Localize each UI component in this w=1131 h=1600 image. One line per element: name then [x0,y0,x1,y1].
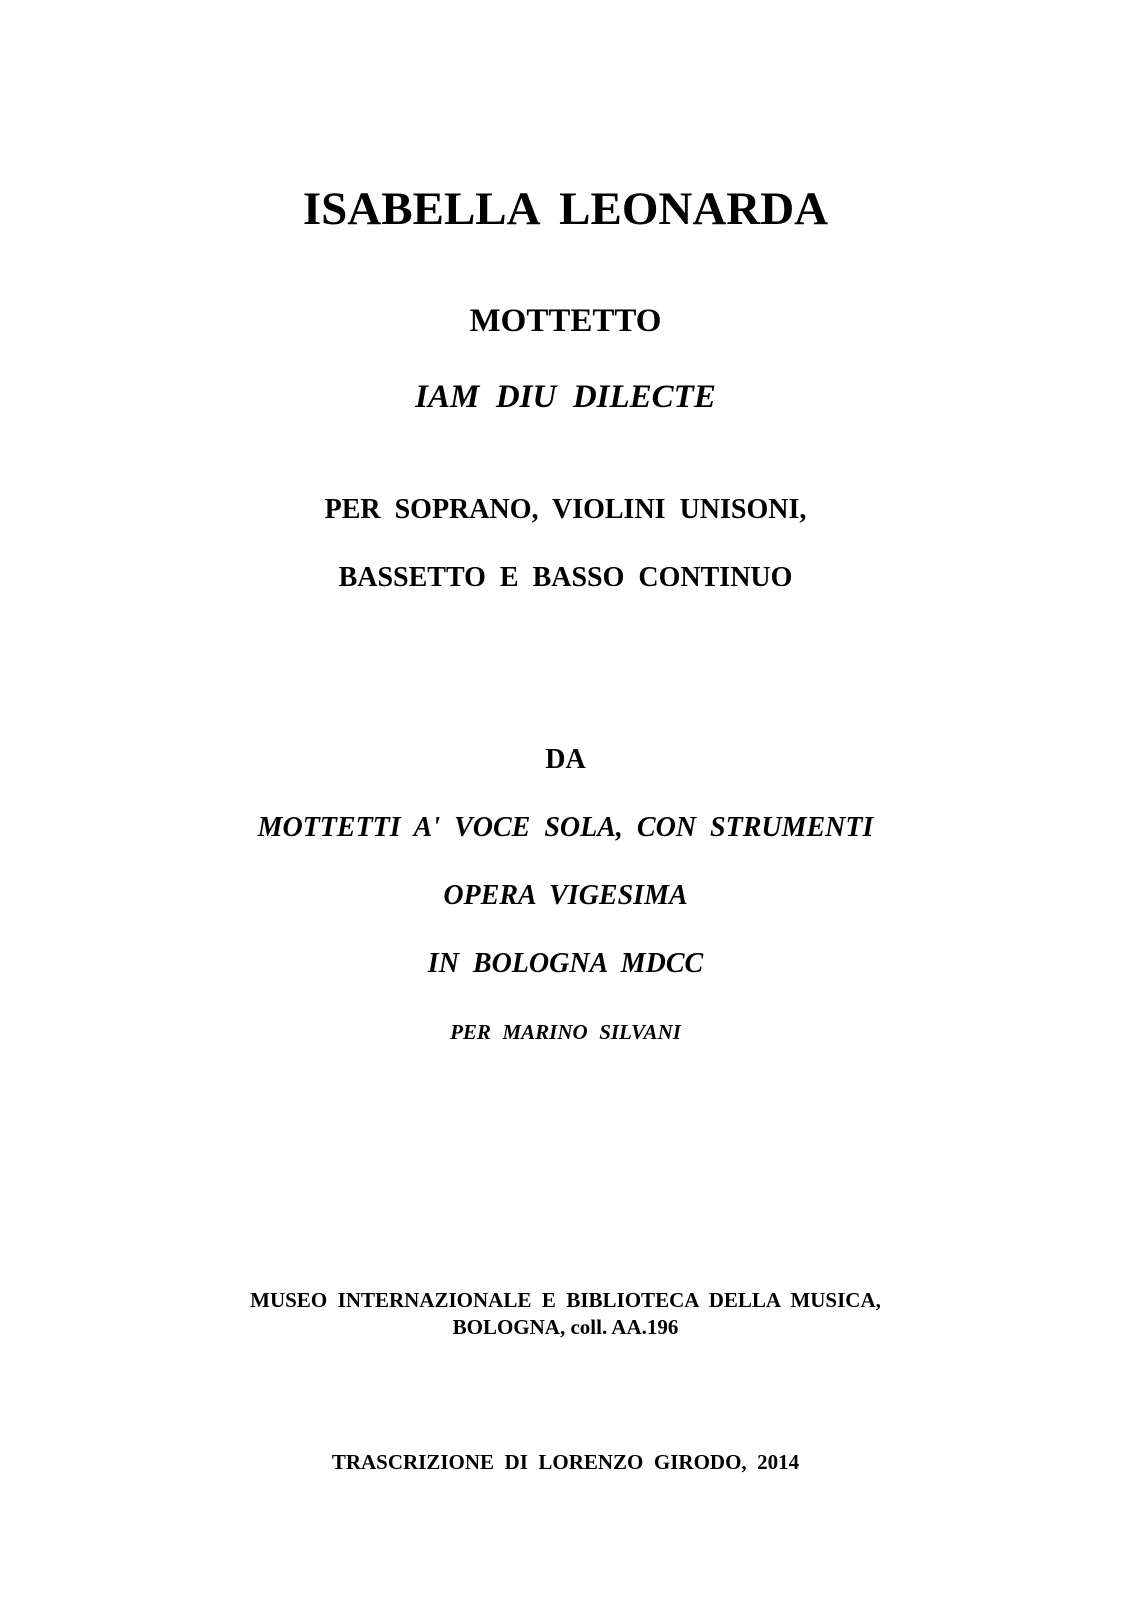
composer-name: ISABELLA LEONARDA [302,183,829,235]
scoring-line-2: BASSETTO E BASSO CONTINUO [338,562,793,593]
work-title: IAM DIU DILECTE [415,379,716,415]
genre-heading: MOTTETTO [469,303,662,339]
source-printer: PER MARINO SILVANI [450,1020,681,1044]
source-collection: MOTTETTI A' VOCE SOLA, CON STRUMENTI [257,812,874,843]
library-line-2: BOLOGNA, coll. AA.196 [452,1315,679,1339]
source-from-label: DA [545,744,586,775]
source-imprint: IN BOLOGNA MDCC [427,948,704,979]
scoring-line-1: PER SOPRANO, VIOLINI UNISONI, [324,494,807,525]
source-opus: OPERA VIGESIMA [443,880,688,911]
library-line-1: MUSEO INTERNAZIONALE E BIBLIOTECA DELLA MUSICA, [250,1288,881,1312]
transcription-credit: TRASCRIZIONE DI LORENZO GIRODO, 2014 [331,1450,800,1474]
